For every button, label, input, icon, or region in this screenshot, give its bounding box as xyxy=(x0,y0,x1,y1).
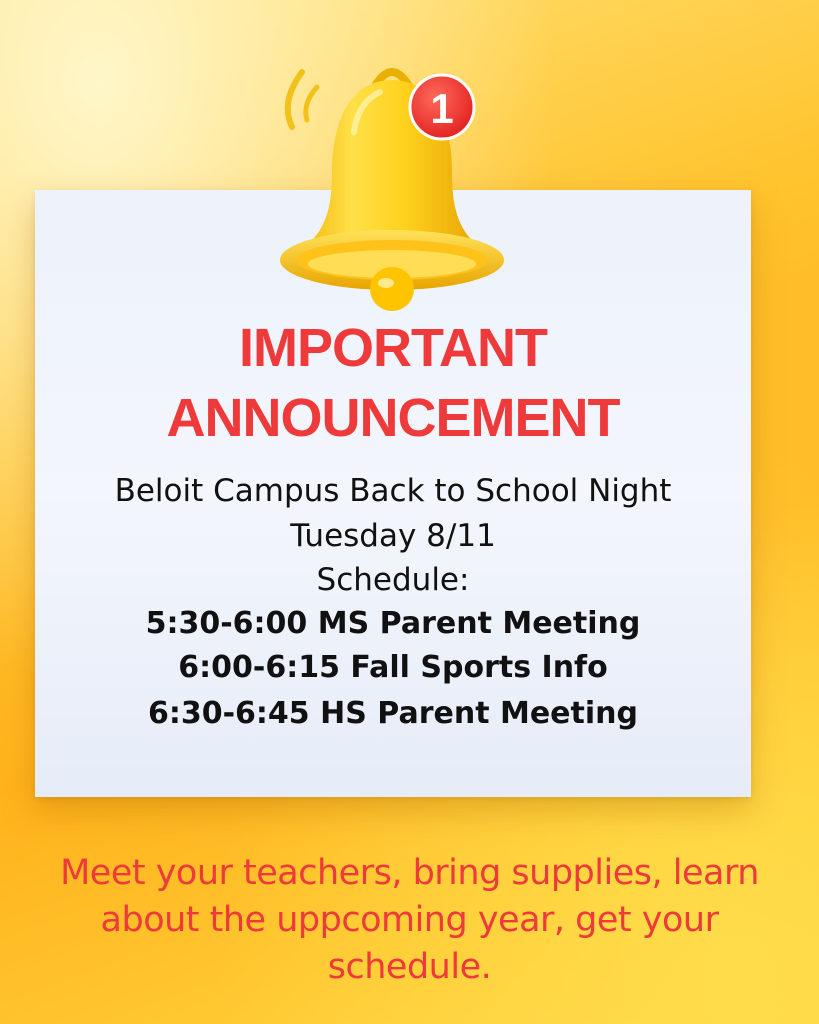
notification-badge xyxy=(410,75,474,139)
headline-announcement: ANNOUNCEMENT xyxy=(166,388,620,448)
bell-icon xyxy=(262,52,522,312)
schedule-item: 6:00-6:15 Fall Sports Info xyxy=(178,650,608,685)
schedule-item: 6:30-6:45 HS Parent Meeting xyxy=(147,696,638,731)
event-date: Tuesday 8/11 xyxy=(290,518,496,554)
footer-line: schedule. xyxy=(327,947,492,987)
schedule-label: Schedule: xyxy=(316,562,470,598)
footer-line: about the uppcoming year, get your xyxy=(100,900,719,940)
event-title: Beloit Campus Back to School Night xyxy=(114,473,672,509)
badge-count: 1 xyxy=(430,85,454,132)
headline-important: IMPORTANT xyxy=(239,318,547,378)
schedule-item: 5:30-6:00 MS Parent Meeting xyxy=(145,606,641,641)
footer-line: Meet your teachers, bring supplies, learn xyxy=(60,853,759,893)
footer-message xyxy=(0,850,819,991)
